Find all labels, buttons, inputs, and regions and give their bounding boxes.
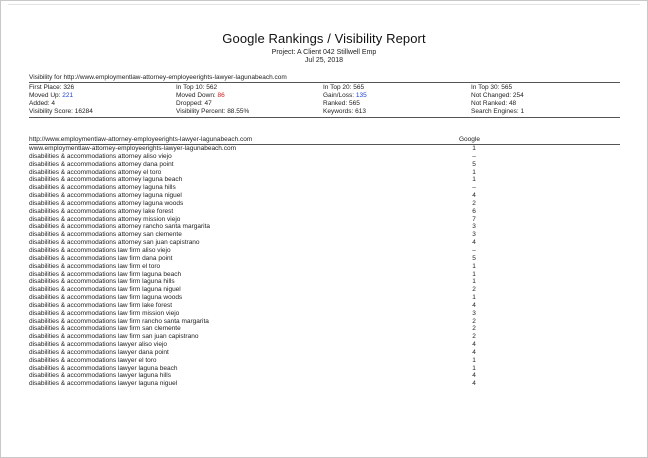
keyword-cell: disabilities & accommodations lawyer el toro [29,356,157,364]
stat-label: Visibility Score: [29,108,75,115]
keyword-cell: disabilities & accommodations law firm mission viejo [29,309,180,317]
table-row [29,357,620,365]
keyword-cell: disabilities & accommodations attorney el toro [29,168,162,176]
table-row [29,161,620,169]
keyword-cell: disabilities & accommodations attorney dana point [29,160,174,168]
table-row [29,318,620,326]
keyword-cell: disabilities & accommodations law firm laguna hills [29,278,175,286]
stat-label: Search Engines: [471,108,521,115]
stat-keywords [323,108,471,116]
rank-cell: 5 [472,160,476,168]
table-row [29,145,620,153]
stat-label: In Top 30: [471,84,502,91]
header-url: http://www.employmentlaw-attorney-employeerights-lawyer-lagunabeach.com [29,136,253,143]
keyword-cell: disabilities & accommodations law firm laguna woods [29,294,183,302]
stat-value: 88.55% [227,108,250,115]
table-body [29,145,620,388]
rank-cell: 6 [472,207,476,215]
stat-value: 326 [63,84,75,91]
keyword-cell: disabilities & accommodations lawyer laguna niguel [29,380,178,388]
table-row [29,365,620,373]
stat-label: In Top 10: [176,84,207,91]
rank-cell: 1 [472,168,476,176]
stat-label: In Top 20: [323,84,354,91]
keyword-rankings-table [29,136,620,388]
rank-cell: 2 [472,199,476,207]
keyword-cell: disabilities & accommodations attorney laguna beach [29,176,183,184]
table-row [29,231,620,239]
rank-cell: 1 [472,270,476,278]
stat-ranked [323,100,471,108]
stat-value: 135 [355,92,367,99]
rank-cell: 4 [472,192,476,200]
keyword-cell: www.employmentlaw-attorney-employeerights-lawyer-lagunabeach.com [29,145,237,152]
rank-cell: 4 [472,341,476,349]
rank-cell: 3 [472,309,476,317]
table-row [29,169,620,177]
report-project: Project: A Client 042 Stillwell Emp [271,49,377,56]
stat-gain-loss [323,92,471,100]
stat-label: Not Ranked: [471,100,509,107]
rank-cell: 3 [472,223,476,231]
rank-cell: 2 [472,286,476,294]
keyword-cell: disabilities & accommodations lawyer laguna beach [29,364,178,372]
rank-cell: 4 [472,239,476,247]
rank-cell: 3 [472,231,476,239]
keyword-cell: disabilities & accommodations law firm san clemente [29,325,181,333]
top-divider [8,4,640,5]
summary-caption: Visibility for http://www.employmentlaw-attorney-employeerights-lawyer-lagunabeach.com [29,74,620,83]
rank-cell: 4 [472,301,476,309]
rank-cell: 1 [472,176,476,184]
table-row [29,216,620,224]
keyword-cell: disabilities & accommodations law firm san juan capistrano [29,333,199,341]
keyword-cell: disabilities & accommodations attorney rancho santa margarita [29,223,211,231]
table-row [29,310,620,318]
rank-cell: 5 [472,254,476,262]
rank-cell: 1 [472,356,476,364]
visibility-summary [29,74,620,118]
keyword-cell: disabilities & accommodations lawyer dana point [29,348,169,356]
stat-dropped [176,100,323,108]
table-row [29,302,620,310]
stat-value: 565 [353,84,365,91]
keyword-cell: disabilities & accommodations attorney san clemente [29,231,182,239]
stat-added [29,100,176,108]
keyword-cell: disabilities & accommodations attorney aliso viejo [29,152,172,160]
rank-cell: 2 [472,333,476,341]
keyword-cell: disabilities & accommodations law firm aliso viejo [29,246,171,254]
keyword-cell: disabilities & accommodations attorney mission viejo [29,215,181,223]
rank-cell: – [472,184,476,192]
rank-cell: 4 [472,372,476,380]
stat-label: Added: [29,100,52,107]
keyword-cell: disabilities & accommodations law firm rancho santa margarita [29,317,209,325]
stat-in-top-20 [323,84,471,92]
keyword-cell: disabilities & accommodations attorney laguna woods [29,199,184,207]
stat-value: 221 [62,92,74,99]
keyword-cell: disabilities & accommodations law firm laguna beach [29,270,182,278]
table-row [29,278,620,286]
table-row [29,263,620,271]
report-date: Jul 25, 2018 [304,57,344,64]
rank-cell: 1 [472,364,476,372]
table-header [29,136,620,145]
stat-label: Gain/Loss: [323,92,356,99]
stat-not-changed [471,92,620,100]
table-row [29,325,620,333]
keyword-cell: disabilities & accommodations attorney san juan capistrano [29,239,200,247]
stat-in-top-10 [176,84,323,92]
stat-label: Keywords: [323,108,356,115]
stat-label: Visibility Percent: [176,108,228,115]
stat-in-top-30 [471,84,620,92]
keyword-cell: disabilities & accommodations law firm el toro [29,262,161,270]
stat-search-engines [471,108,620,116]
stat-value: 1 [520,108,525,115]
rank-cell: 4 [472,380,476,388]
keyword-cell: disabilities & accommodations attorney lake forest [29,207,174,215]
stat-value: 565 [349,100,360,107]
stat-value: 254 [512,92,524,99]
table-row [29,380,620,388]
keyword-cell: disabilities & accommodations attorney laguna niguel [29,192,182,200]
keyword-cell: disabilities & accommodations lawyer laguna hills [29,372,171,380]
stat-visibility-score [29,108,176,116]
stat-label: Ranked: [323,100,350,107]
rank-cell: 2 [472,317,476,325]
table-row [29,200,620,208]
table-row [29,192,620,200]
stat-label: Moved Down: [176,92,218,99]
table-row [29,341,620,349]
stat-label: Dropped: [176,100,205,107]
table-row [29,255,620,263]
rank-cell: 4 [472,348,476,356]
table-row [29,153,620,161]
table-row [29,333,620,341]
table-row [29,349,620,357]
stat-moved-down [176,92,323,100]
table-row [29,208,620,216]
keyword-cell: disabilities & accommodations lawyer aliso viejo [29,341,168,349]
table-row [29,372,620,380]
stat-first-place [29,84,176,92]
stat-moved-up [29,92,176,100]
stat-value: 16284 [74,108,93,115]
keyword-cell: disabilities & accommodations law firm lake forest [29,301,173,309]
summary-grid [29,83,620,118]
stat-not-ranked [471,100,620,108]
rank-cell: 1 [472,262,476,270]
table-row [29,184,620,192]
table-row [29,239,620,247]
table-row [29,271,620,279]
rank-cell: 2 [472,325,476,333]
keyword-cell: disabilities & accommodations attorney laguna hills [29,184,176,192]
keyword-cell: disabilities & accommodations law firm dana point [29,254,173,262]
table-row [29,286,620,294]
stat-value: 4 [51,100,56,107]
rank-cell: 7 [472,215,476,223]
rank-cell: – [472,152,476,160]
table-row [29,223,620,231]
stat-label: Moved Up: [29,92,63,99]
stat-value: 86 [217,92,225,99]
stat-value: 613 [355,108,367,115]
table-row [29,176,620,184]
stat-label: Not Changed: [471,92,513,99]
stat-value: 562 [206,84,218,91]
table-row [29,294,620,302]
stat-value: 565 [501,84,513,91]
rank-cell: 1 [472,278,476,286]
keyword-cell: disabilities & accommodations law firm laguna niguel [29,286,181,294]
stat-value: 47 [204,100,212,107]
rank-cell: – [472,246,476,254]
rank-cell: 1 [472,294,476,302]
report-title: Google Rankings / Visibility Report [222,31,426,46]
header-engine: Google [459,136,480,143]
stat-value: 48 [508,100,517,107]
table-row [29,247,620,255]
stat-label: First Place: [29,84,64,91]
stat-visibility-percent [176,108,323,116]
rank-cell: 1 [472,145,476,152]
